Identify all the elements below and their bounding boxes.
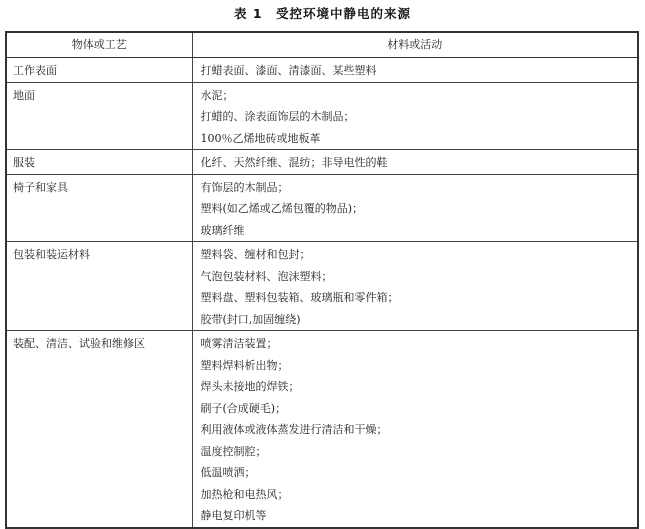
materials-cell <box>192 331 638 528</box>
header-object-or-process: 物体或工艺 <box>6 32 192 58</box>
object-cell: 包装和装运材料 <box>6 242 192 331</box>
material-line: 喷雾清洁装置； <box>200 337 278 350</box>
table-row <box>6 242 638 331</box>
table-row <box>6 331 638 528</box>
material-line: 有饰层的木制品； <box>200 180 289 194</box>
table-caption: 表 1 受控环境中静电的来源 <box>233 6 412 21</box>
object-cell: 工作表面 <box>6 58 192 83</box>
material-line: 玻璃纤维 <box>200 223 245 237</box>
material-line: 刷子(合成硬毛)； <box>200 401 287 415</box>
object-cell: 地面 <box>6 82 192 150</box>
table-header-row <box>6 32 638 58</box>
material-line: 打蜡表面、漆面、清漆面、某些塑料 <box>200 64 377 77</box>
static-sources-table <box>5 31 639 529</box>
material-line: 塑料焊料析出物； <box>200 358 289 372</box>
materials-cell <box>192 82 638 150</box>
material-line: 静电复印机等 <box>200 509 267 522</box>
materials-cell <box>192 150 638 175</box>
material-line: 焊头未接地的焊铁； <box>200 380 300 393</box>
material-line: 打蜡的、涂表面饰层的木制品； <box>200 110 355 123</box>
object-cell: 装配、清洁、试验和维修区 <box>6 331 192 528</box>
material-line: 塑料盘、塑料包装箱、玻璃瓶和零件箱； <box>200 291 399 304</box>
material-line: 胶带(封口,加固缠绕) <box>200 312 301 326</box>
material-line: 塑料(如乙烯或乙烯包覆的物品)； <box>200 202 364 215</box>
table-row <box>6 174 638 242</box>
material-line: 水泥； <box>200 88 234 102</box>
material-line: 化纤、天然纤维、混纺；非导电性的鞋 <box>200 156 388 169</box>
material-line: 加热枪和电热风； <box>200 487 289 501</box>
material-line: 气泡包装材料、泡沫塑料； <box>200 269 333 283</box>
materials-cell <box>192 58 638 83</box>
material-line: 低温喷洒； <box>200 466 256 479</box>
material-line: 100％乙烯地砖或地板革 <box>200 131 321 145</box>
material-line: 温度控制腔； <box>200 444 267 458</box>
material-line: 塑料袋、缠材和包封； <box>200 248 311 261</box>
materials-cell <box>192 174 638 242</box>
materials-cell <box>192 242 638 331</box>
material-line: 利用液体或液体蒸发进行清洁和干燥； <box>200 423 388 436</box>
object-cell: 服装 <box>6 150 192 175</box>
header-material-or-activity: 材料或活动 <box>192 32 638 58</box>
table-row <box>6 82 638 150</box>
table-row <box>6 150 638 175</box>
table-row <box>6 58 638 83</box>
object-cell: 椅子和家具 <box>6 174 192 242</box>
